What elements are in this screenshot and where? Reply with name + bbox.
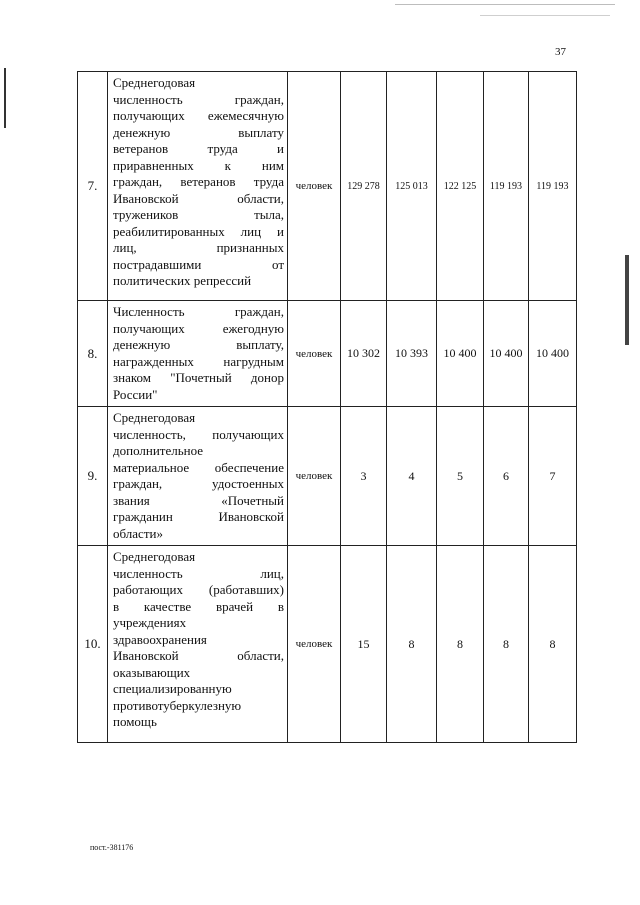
description-line: ветеранов труда и <box>113 141 284 156</box>
description-line: специализированную <box>113 681 232 696</box>
description-line: тружеников тыла, <box>113 207 284 222</box>
unit-cell: человек <box>288 301 341 407</box>
row-number: 10. <box>78 546 108 743</box>
value-cell: 8 <box>387 546 437 743</box>
description-line: России" <box>113 386 158 402</box>
description-line: пострадавшими от <box>113 256 284 272</box>
description-line: получающих ежемесячную <box>113 108 284 123</box>
description-line: граждан, ветеранов труда <box>113 174 284 189</box>
description-line: учреждениях <box>113 615 187 630</box>
scan-artifact-top <box>395 4 615 5</box>
description-line: Среднегодовая <box>113 410 196 425</box>
scan-artifact-top-2 <box>480 15 610 16</box>
row-description <box>108 72 288 301</box>
description-line: противотуберкулезную <box>113 697 242 713</box>
value-cell: 122 125 <box>437 72 484 301</box>
description-line: численность, получающих <box>113 426 284 442</box>
description-line: Среднегодовая <box>113 75 196 90</box>
indicators-table <box>77 71 577 743</box>
value-cell: 10 400 <box>437 301 484 407</box>
description-line: в качестве врачей в <box>113 598 284 614</box>
description-line: гражданин Ивановской <box>113 509 284 524</box>
value-cell: 6 <box>484 407 529 546</box>
value-cell: 8 <box>529 546 577 743</box>
description-line: численность лиц, <box>113 565 284 581</box>
document-footer-code: пост.-381176 <box>90 843 134 852</box>
row-description <box>108 546 288 743</box>
value-cell: 119 193 <box>484 72 529 301</box>
description-line: работающих (работавших) <box>113 582 284 597</box>
description-line: численность граждан, <box>113 91 284 107</box>
row-description <box>108 301 288 407</box>
value-cell: 7 <box>529 407 577 546</box>
row-number: 9. <box>78 407 108 546</box>
description-line: награжденных нагрудным <box>113 353 284 369</box>
value-cell: 4 <box>387 407 437 546</box>
value-cell: 10 400 <box>484 301 529 407</box>
row-description <box>108 407 288 546</box>
description-line: помощь <box>113 714 157 729</box>
description-line: Ивановской области, <box>113 190 284 206</box>
row-number: 8. <box>78 301 108 407</box>
description-line: знаком "Почетный донор <box>113 370 284 385</box>
unit-cell: человек <box>288 407 341 546</box>
value-cell: 119 193 <box>529 72 577 301</box>
description-line: политических репрессий <box>113 273 252 288</box>
page-number: 37 <box>555 46 566 58</box>
table-row <box>78 407 577 546</box>
value-cell: 3 <box>341 407 387 546</box>
description-line: дополнительное <box>113 443 204 458</box>
description-line: Среднегодовая <box>113 549 196 564</box>
unit-cell: человек <box>288 546 341 743</box>
description-line: области» <box>113 525 163 541</box>
table-row <box>78 301 577 407</box>
value-cell: 125 013 <box>387 72 437 301</box>
description-line: реабилитированных лиц и <box>113 223 284 239</box>
unit-cell: человек <box>288 72 341 301</box>
description-line: Численность граждан, <box>113 304 284 319</box>
description-line: денежную выплату <box>113 124 284 140</box>
description-line: приравненных к ним <box>113 157 284 173</box>
value-cell: 8 <box>437 546 484 743</box>
value-cell: 15 <box>341 546 387 743</box>
table-row <box>78 546 577 743</box>
description-line: Ивановской области, <box>113 648 284 663</box>
scan-edge-mark-right <box>625 255 629 345</box>
description-line: граждан, удостоенных <box>113 476 284 491</box>
scan-edge-mark-left <box>4 68 6 128</box>
description-line: оказывающих <box>113 664 191 680</box>
value-cell: 5 <box>437 407 484 546</box>
value-cell: 10 400 <box>529 301 577 407</box>
value-cell: 8 <box>484 546 529 743</box>
value-cell: 10 302 <box>341 301 387 407</box>
description-line: получающих ежегодную <box>113 320 284 336</box>
row-number: 7. <box>78 72 108 301</box>
description-line: денежную выплату, <box>113 337 284 352</box>
description-line: лиц, признанных <box>113 240 284 255</box>
value-cell: 129 278 <box>341 72 387 301</box>
description-line: материальное обеспечение <box>113 459 284 475</box>
table-row <box>78 72 577 301</box>
description-line: звания «Почетный <box>113 492 284 508</box>
description-line: здравоохранения <box>113 631 207 647</box>
value-cell: 10 393 <box>387 301 437 407</box>
